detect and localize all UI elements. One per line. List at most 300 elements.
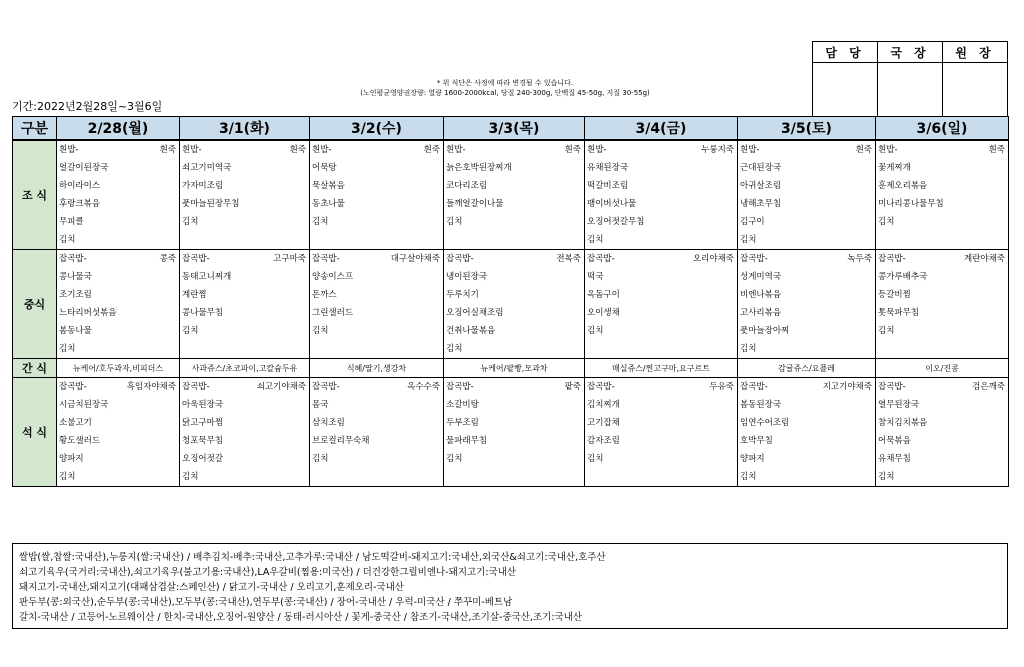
menu-item-name: 두루치기 — [446, 290, 479, 300]
porridge-name: 흰죽 — [564, 145, 581, 155]
menu-item — [585, 231, 737, 249]
porridge-name: 전복죽 — [556, 254, 581, 264]
menu-item — [57, 195, 179, 213]
menu-item — [876, 141, 1008, 159]
menu-item-name: 들깨얼갈이나물 — [446, 199, 504, 209]
menu-item — [310, 177, 443, 195]
menu-item — [180, 250, 309, 268]
menu-item — [310, 159, 443, 177]
menu-cell — [738, 378, 876, 487]
snack-cell: 감귤쥬스/요플레 — [738, 359, 876, 378]
menu-item-name: 후랑크볶음 — [59, 199, 101, 209]
day-header: 3/2(수) — [310, 117, 444, 141]
menu-item — [738, 414, 875, 432]
menu-item-name: 어묵탕 — [312, 163, 337, 173]
header-corner: 구분 — [13, 117, 57, 141]
snack-cell: 매실쥬스/찐고구마,요구르트 — [585, 359, 738, 378]
day-header: 3/4(금) — [585, 117, 738, 141]
menu-item — [444, 250, 584, 268]
origin-note: 판두부(콩:외국산),순두부(콩:국내산),모두부(콩:국내산),연두부(콩:국내산) / 장어-국내산 / 우럭-미국산 / 쭈꾸미-베트남 — [19, 597, 513, 608]
menu-item — [738, 450, 875, 468]
menu-item — [180, 141, 309, 159]
porridge-name: 쇠고기야채죽 — [256, 382, 306, 392]
menu-item — [180, 396, 309, 414]
menu-item — [876, 450, 1008, 468]
origin-note: 돼지고기-국내산,돼지고기(대패삼겹살:스페인산) / 닭고기-국내산 / 오리고기,훈제오리-국내산 — [19, 582, 404, 593]
menu-item — [310, 450, 443, 468]
menu-item — [57, 378, 179, 396]
menu-item — [310, 378, 443, 396]
menu-item — [57, 250, 179, 268]
menu-item — [444, 231, 584, 249]
menu-item — [585, 322, 737, 340]
menu-item-name: 하이라이스 — [59, 181, 101, 191]
menu-item — [585, 304, 737, 322]
menu-item-name: 물파래무침 — [446, 436, 488, 446]
menu-item-name: 조기조림 — [59, 290, 92, 300]
menu-item — [57, 322, 179, 340]
menu-item-name: 잡곡밥- — [446, 382, 474, 392]
menu-item-name: 두부조림 — [446, 418, 479, 428]
menu-item-name: 김치 — [587, 235, 604, 245]
menu-item-name: 고기잡채 — [587, 418, 620, 428]
menu-item — [180, 159, 309, 177]
menu-item-name: 청포묵무침 — [182, 436, 224, 446]
menu-item-name: 황도샐러드 — [59, 436, 101, 446]
menu-cell — [738, 140, 876, 250]
origin-note: 갈치-국내산 / 고등어-노르웨이산 / 한치-국내산,오징어-원양산 / 동태-러시아산 / 꽃게-중국산 / 참조기-국내산,조기살-중국산,조기:국내산 — [19, 612, 583, 623]
menu-item-name: 김치 — [59, 344, 76, 354]
menu-item — [444, 432, 584, 450]
menu-item-name: 떡국 — [587, 272, 604, 282]
menu-item-name: 건취나물볶음 — [446, 326, 496, 336]
porridge-name: 검은깨죽 — [972, 382, 1005, 392]
menu-item — [444, 195, 584, 213]
menu-item-name: 김치 — [878, 326, 895, 336]
menu-item — [444, 414, 584, 432]
menu-item-name: 흰밥- — [312, 145, 332, 155]
menu-item — [444, 396, 584, 414]
menu-item-name: 양송이스프 — [312, 272, 354, 282]
porridge-name: 팥죽 — [564, 382, 581, 392]
snack-label: 간 식 — [13, 359, 57, 378]
menu-item — [444, 213, 584, 231]
menu-item — [180, 195, 309, 213]
menu-item — [310, 432, 443, 450]
menu-item — [738, 468, 875, 486]
menu-item-name: 잡곡밥- — [59, 382, 87, 392]
menu-cell — [876, 378, 1009, 487]
menu-item — [585, 250, 737, 268]
menu-item — [444, 141, 584, 159]
menu-item — [738, 340, 875, 358]
menu-item-name: 김치 — [878, 472, 895, 482]
notice-line-1: * 위 식단은 사정에 따라 변경될 수 있습니다. — [436, 79, 574, 87]
weekly-menu-table — [12, 116, 1009, 487]
menu-item — [585, 432, 737, 450]
porridge-name: 옥수수죽 — [407, 382, 440, 392]
menu-item-name: 김치 — [182, 472, 199, 482]
menu-item — [444, 322, 584, 340]
menu-item — [876, 432, 1008, 450]
menu-item — [585, 450, 737, 468]
menu-item — [444, 304, 584, 322]
menu-item — [180, 378, 309, 396]
menu-item — [585, 396, 737, 414]
menu-item-name: 흰밥- — [446, 145, 466, 155]
porridge-name: 고구마죽 — [273, 254, 306, 264]
menu-item — [876, 378, 1008, 396]
menu-item — [180, 304, 309, 322]
menu-item-name: 계란찜 — [182, 290, 207, 300]
porridge-name: 누룽지죽 — [701, 145, 734, 155]
menu-item-name: 잡곡밥- — [587, 254, 615, 264]
menu-item-name: 삼치조림 — [312, 418, 345, 428]
menu-item — [180, 468, 309, 486]
menu-item — [310, 268, 443, 286]
menu-item-name: 김치 — [59, 235, 76, 245]
porridge-name: 오리야채죽 — [692, 254, 734, 264]
menu-item-name: 풋마늘된장무침 — [182, 199, 240, 209]
menu-item — [310, 304, 443, 322]
menu-item — [738, 268, 875, 286]
menu-item-name: 고사리볶음 — [740, 308, 782, 318]
menu-item-name: 열무된장국 — [878, 400, 920, 410]
menu-item-name: 그린샐러드 — [312, 308, 354, 318]
menu-item-name: 잡곡밥- — [740, 382, 768, 392]
menu-item — [57, 396, 179, 414]
menu-item — [57, 231, 179, 249]
menu-item-name: 양파지 — [740, 454, 765, 464]
menu-item-name: 브로컬리무숙채 — [312, 436, 370, 446]
menu-item-name: 콩나물국 — [59, 272, 92, 282]
menu-item — [738, 250, 875, 268]
porridge-name: 대구살야채죽 — [390, 254, 440, 264]
menu-item-name: 유채된장국 — [587, 163, 629, 173]
menu-cell — [57, 378, 180, 487]
menu-item-name: 팽이버섯나물 — [587, 199, 637, 209]
menu-item — [585, 141, 737, 159]
snack-row — [13, 359, 1009, 378]
origin-note: 쇠고기육우(국거리:국내산),쇠고기육우(불고기용:국내산),LA우갈비(찜용:미국산) / 더건강한그릴비엔나-돼지고기:국내산 — [19, 567, 517, 578]
menu-item — [57, 468, 179, 486]
approval-label-staff: 담 당 — [813, 42, 878, 63]
menu-item-name: 김치 — [878, 217, 895, 227]
menu-item — [310, 213, 443, 231]
menu-item-name: 잡곡밥- — [182, 254, 210, 264]
menu-cell — [585, 378, 738, 487]
menu-item — [738, 396, 875, 414]
menu-item — [738, 141, 875, 159]
dinner-label: 석 식 — [13, 378, 57, 487]
porridge-name: 흑임자야채죽 — [126, 382, 176, 392]
menu-item — [57, 304, 179, 322]
menu-item-name: 떡갈비조림 — [587, 181, 629, 191]
menu-item-name: 김치 — [59, 472, 76, 482]
menu-item — [738, 432, 875, 450]
menu-item-name: 아욱된장국 — [182, 400, 224, 410]
menu-item — [310, 231, 443, 249]
menu-item — [876, 340, 1008, 358]
menu-item-name: 김치 — [740, 472, 757, 482]
menu-notice — [300, 78, 710, 98]
approval-label-head: 원 장 — [943, 42, 1008, 63]
menu-item — [57, 450, 179, 468]
menu-cell — [180, 140, 310, 250]
menu-item-name: 톳묵파무침 — [878, 308, 920, 318]
menu-item — [876, 414, 1008, 432]
menu-item — [57, 340, 179, 358]
porridge-name: 녹두죽 — [847, 254, 872, 264]
menu-item-name: 김치 — [740, 235, 757, 245]
menu-item-name: 무피클 — [59, 217, 84, 227]
menu-item — [310, 250, 443, 268]
menu-item-name: 임연수어조림 — [740, 418, 790, 428]
menu-item — [310, 468, 443, 486]
menu-item — [444, 468, 584, 486]
porridge-name: 두유죽 — [709, 382, 734, 392]
menu-item-name: 김치 — [587, 454, 604, 464]
menu-item-name: 오징어젓갈무침 — [587, 217, 645, 227]
menu-item-name: 쇠고기미역국 — [182, 163, 232, 173]
menu-cell — [180, 250, 310, 359]
menu-item — [444, 268, 584, 286]
menu-item-name: 김치 — [446, 344, 463, 354]
menu-item — [444, 340, 584, 358]
menu-item — [738, 213, 875, 231]
approval-label-director: 국 장 — [878, 42, 943, 63]
menu-item-name: 김구이 — [740, 217, 765, 227]
menu-item — [876, 159, 1008, 177]
porridge-name: 흰죽 — [988, 145, 1005, 155]
origin-notes — [12, 543, 1008, 629]
menu-item-name: 소불고기 — [59, 418, 92, 428]
menu-item — [585, 340, 737, 358]
menu-cell — [310, 250, 444, 359]
menu-item-name: 유채무침 — [878, 454, 911, 464]
porridge-name: 흰죽 — [289, 145, 306, 155]
day-header: 3/1(화) — [180, 117, 310, 141]
menu-item-name: 김치 — [587, 326, 604, 336]
menu-item-name: 오징어젓갈 — [182, 454, 224, 464]
breakfast-label: 조 식 — [13, 140, 57, 250]
menu-item — [180, 432, 309, 450]
dinner-row — [13, 378, 1009, 487]
header-row — [13, 117, 1009, 141]
menu-item-name: 잡곡밥- — [446, 254, 474, 264]
menu-item — [444, 378, 584, 396]
menu-cell — [444, 378, 585, 487]
menu-item — [180, 268, 309, 286]
menu-item-name: 김치 — [740, 344, 757, 354]
menu-item — [310, 340, 443, 358]
menu-item-name: 잡곡밥- — [182, 382, 210, 392]
menu-item-name: 봄동나물 — [59, 326, 92, 336]
menu-item-name: 어묵볶음 — [878, 436, 911, 446]
menu-item — [57, 268, 179, 286]
menu-item-name: 흰밥- — [587, 145, 607, 155]
menu-cell — [738, 250, 876, 359]
snack-cell: 사과쥬스/초코파이,고칼슘두유 — [180, 359, 310, 378]
menu-item-name: 시금치된장국 — [59, 400, 109, 410]
menu-item-name: 옥돔구이 — [587, 290, 620, 300]
menu-item — [180, 213, 309, 231]
menu-item — [585, 378, 737, 396]
menu-item — [585, 213, 737, 231]
menu-item-name: 냉해초무침 — [740, 199, 782, 209]
menu-item-name: 가자미조림 — [182, 181, 224, 191]
menu-item — [310, 141, 443, 159]
menu-item-name: 호박무침 — [740, 436, 773, 446]
menu-item — [310, 414, 443, 432]
menu-cell — [310, 140, 444, 250]
menu-item — [585, 195, 737, 213]
porridge-name: 콩죽 — [159, 254, 176, 264]
menu-item-name: 훈제오리볶음 — [878, 181, 928, 191]
porridge-name: 지고기야채죽 — [822, 382, 872, 392]
menu-item — [310, 322, 443, 340]
menu-cell — [585, 250, 738, 359]
day-header: 3/5(토) — [738, 117, 876, 141]
menu-cell — [876, 140, 1009, 250]
menu-item-name: 잡곡밥- — [59, 254, 87, 264]
menu-item-name: 김치 — [312, 326, 329, 336]
menu-item — [876, 468, 1008, 486]
menu-item — [444, 177, 584, 195]
menu-item — [738, 322, 875, 340]
menu-item-name: 몸국 — [312, 400, 329, 410]
day-header: 3/6(일) — [876, 117, 1009, 141]
menu-item-name: 오이생채 — [587, 308, 620, 318]
menu-item-name: 참치김치볶음 — [878, 418, 928, 428]
menu-item — [180, 340, 309, 358]
menu-item — [738, 231, 875, 249]
menu-item — [180, 322, 309, 340]
breakfast-row — [13, 140, 1009, 250]
snack-cell: 뉴케어/팥빵,모과차 — [444, 359, 585, 378]
menu-item-name: 근대된장국 — [740, 163, 782, 173]
porridge-name: 흰죽 — [855, 145, 872, 155]
origin-note: 쌀밥(쌀,찹쌀:국내산),누룽지(쌀:국내산) / 배추김치-배추:국내산,고추가루:국내산 / 남도떡갈비-돼지고기:국내산,외국산&쇠고기:국내산,호주산 — [19, 552, 606, 563]
menu-item — [310, 286, 443, 304]
menu-item-name: 잡곡밥- — [878, 254, 906, 264]
menu-cell — [310, 378, 444, 487]
menu-item — [180, 177, 309, 195]
menu-item — [57, 177, 179, 195]
menu-period: 기간:2022년2월28일~3월6일 — [12, 100, 163, 113]
menu-item-name: 김치 — [446, 454, 463, 464]
menu-item — [180, 286, 309, 304]
menu-item-name: 오징어실채조림 — [446, 308, 504, 318]
menu-item-name: 동초나물 — [312, 199, 345, 209]
menu-item-name: 늙은호박된장찌개 — [446, 163, 512, 173]
menu-item-name: 콩나물무침 — [182, 308, 224, 318]
snack-cell: 뉴케어/호두과자,비피더스 — [57, 359, 180, 378]
menu-item — [585, 159, 737, 177]
menu-item-name: 동태고니찌개 — [182, 272, 232, 282]
menu-item — [876, 250, 1008, 268]
menu-item-name: 잡곡밥- — [312, 254, 340, 264]
menu-item — [57, 213, 179, 231]
menu-item — [585, 268, 737, 286]
menu-item — [738, 195, 875, 213]
menu-item-name: 김치 — [446, 217, 463, 227]
menu-cell — [57, 250, 180, 359]
menu-item-name: 비엔나볶음 — [740, 290, 782, 300]
notice-line-2: (노인평균영양권장량: 열량 1600-2000kcal, 당질 240-300g, 단백질 45-50g, 지질 30-55g) — [360, 89, 650, 97]
menu-item-name: 묵살볶음 — [312, 181, 345, 191]
menu-item — [180, 450, 309, 468]
menu-item — [876, 322, 1008, 340]
lunch-label: 중식 — [13, 250, 57, 359]
menu-item-name: 김치 — [312, 217, 329, 227]
menu-cell — [180, 378, 310, 487]
menu-item-name: 코다리조림 — [446, 181, 488, 191]
menu-item-name: 흰밥- — [59, 145, 79, 155]
menu-item-name: 아귀살조림 — [740, 181, 782, 191]
menu-item-name: 봄동된장국 — [740, 400, 782, 410]
menu-item — [57, 286, 179, 304]
menu-item-name: 흰밥- — [740, 145, 760, 155]
menu-item — [738, 286, 875, 304]
menu-item-name: 흰밥- — [878, 145, 898, 155]
menu-item — [585, 414, 737, 432]
lunch-row — [13, 250, 1009, 359]
menu-item-name: 잡곡밥- — [740, 254, 768, 264]
menu-item — [57, 141, 179, 159]
menu-item — [444, 286, 584, 304]
menu-item-name: 김치 — [182, 326, 199, 336]
menu-item-name: 양파지 — [59, 454, 84, 464]
menu-item-name: 미나리콩나물무침 — [878, 199, 944, 209]
menu-item — [876, 195, 1008, 213]
menu-item-name: 돈까스 — [312, 290, 337, 300]
menu-item — [876, 177, 1008, 195]
porridge-name: 흰죽 — [159, 145, 176, 155]
menu-item — [738, 304, 875, 322]
menu-item-name: 풋마늘장아찌 — [740, 326, 790, 336]
menu-item — [57, 432, 179, 450]
menu-cell — [585, 140, 738, 250]
menu-item-name: 김치 — [182, 217, 199, 227]
menu-item — [585, 177, 737, 195]
menu-item — [738, 159, 875, 177]
menu-item — [585, 468, 737, 486]
menu-item — [738, 177, 875, 195]
day-header: 3/3(목) — [444, 117, 585, 141]
menu-item-name: 냉이된장국 — [446, 272, 488, 282]
porridge-name: 계란야채죽 — [963, 254, 1005, 264]
menu-item-name: 감자조림 — [587, 436, 620, 446]
menu-item-name: 잡곡밥- — [587, 382, 615, 392]
menu-item — [444, 450, 584, 468]
menu-item-name: 얼갈이된장국 — [59, 163, 109, 173]
menu-item-name: 흰밥- — [182, 145, 202, 155]
menu-item — [876, 213, 1008, 231]
menu-item-name: 콩가루배추국 — [878, 272, 928, 282]
menu-cell — [444, 140, 585, 250]
menu-item-name: 닭고구마찜 — [182, 418, 224, 428]
menu-item-name: 잡곡밥- — [878, 382, 906, 392]
menu-item-name: 꽃게찌개 — [878, 163, 911, 173]
menu-item — [310, 195, 443, 213]
menu-cell — [57, 140, 180, 250]
menu-item — [585, 286, 737, 304]
menu-item — [876, 231, 1008, 249]
menu-item — [57, 159, 179, 177]
snack-cell: 식혜/딸기,생강차 — [310, 359, 444, 378]
menu-item — [57, 414, 179, 432]
